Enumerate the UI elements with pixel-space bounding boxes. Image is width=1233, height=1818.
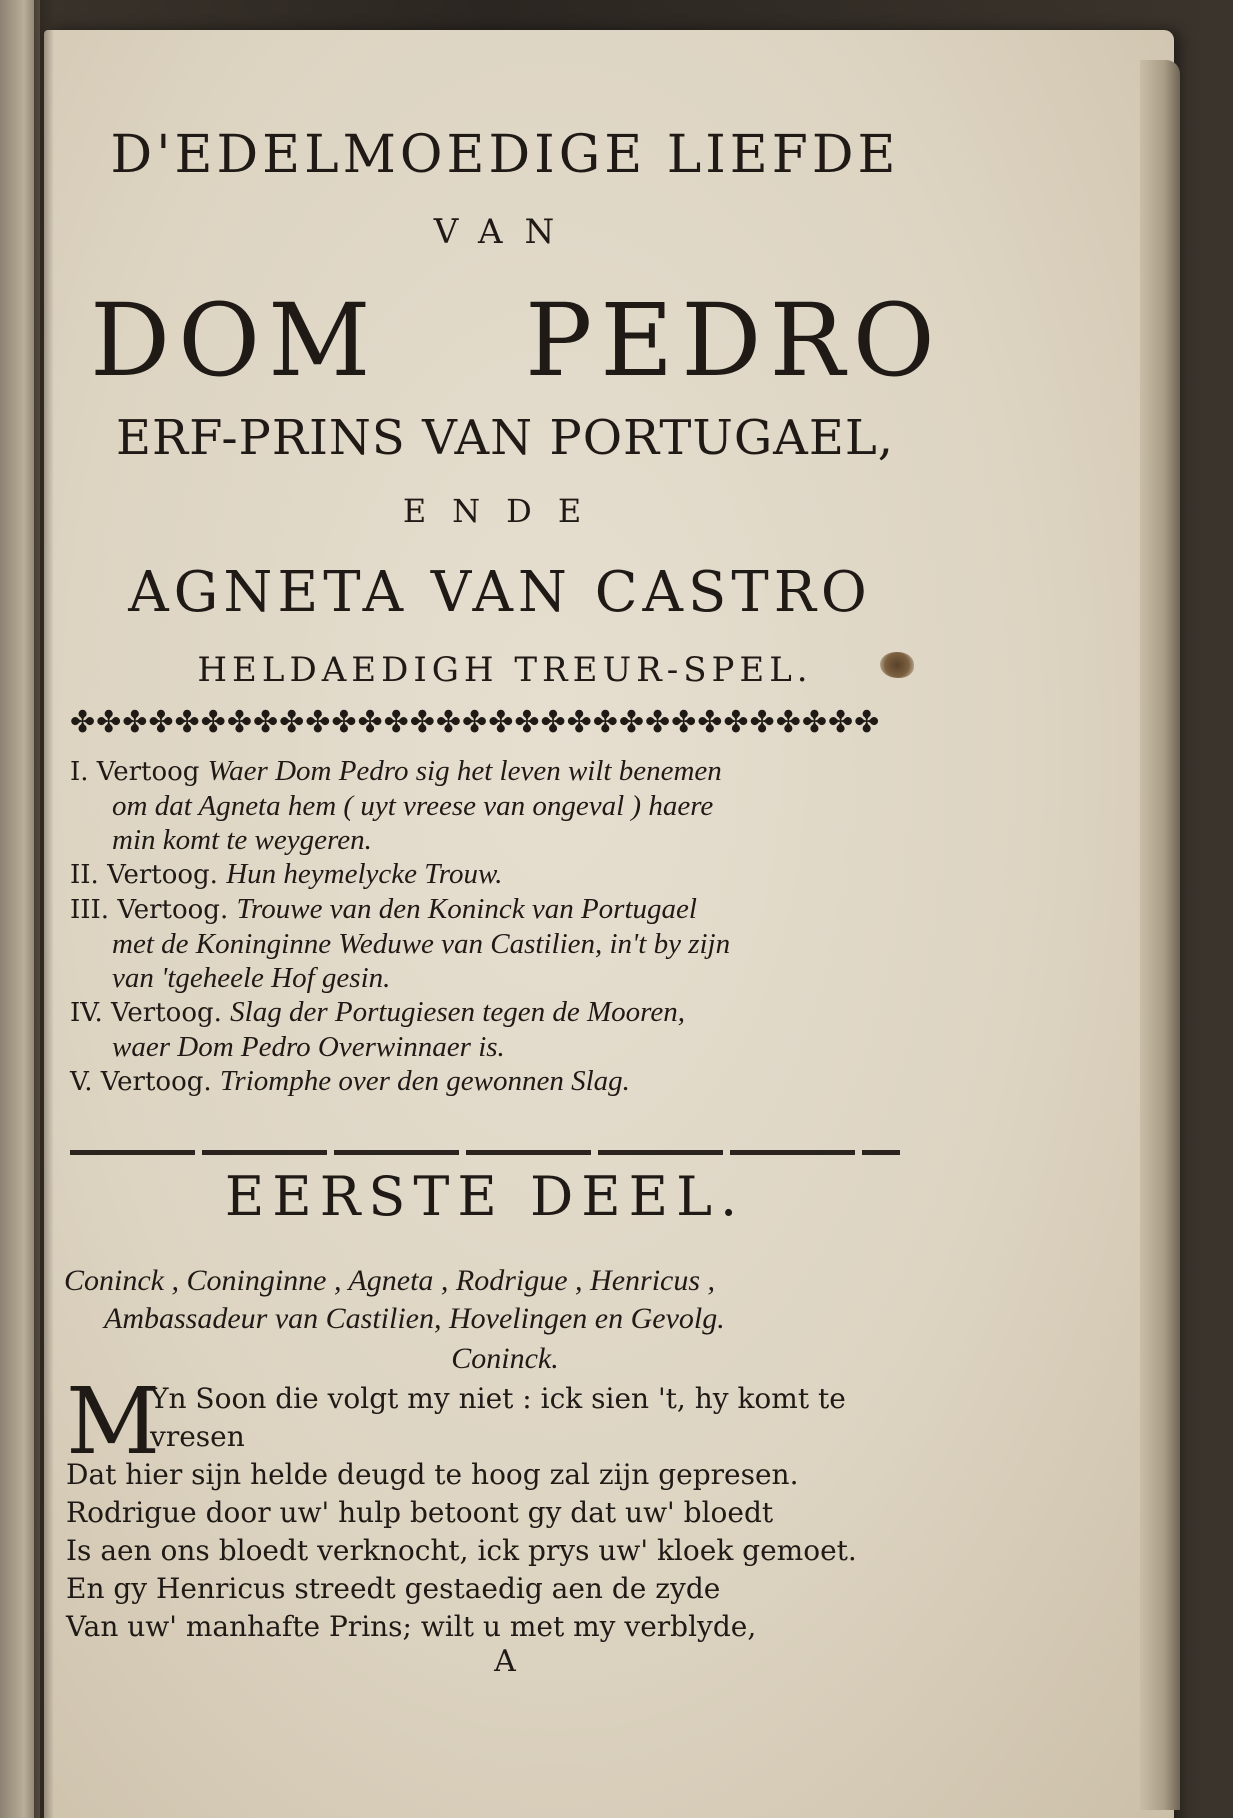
act-desc-cont: met de Koninginne Weduwe van Castilien, in't by zijn: [112, 928, 731, 960]
section-rule: [70, 1150, 900, 1155]
signature-mark: A: [494, 1644, 516, 1679]
act-item: [70, 892, 930, 927]
title-line-7: HELDAEDIGH TREUR-SPEL.: [197, 650, 813, 690]
verse-line: Rodrigue door uw' hulp betoont gy dat uw' bloedt: [66, 1496, 774, 1529]
verse-block: [66, 1368, 926, 1646]
act-desc: Slag der Portugiesen tegen de Mooren,: [230, 996, 685, 1028]
act-number: V. Vertoog.: [70, 1067, 212, 1097]
ornament-row: ✤✤✤✤✤✤✤✤✤✤✤✤✤✤✤✤✤✤✤✤✤✤✤✤✤✤✤✤✤✤✤: [70, 705, 881, 740]
title-line-1: D'EDELMOEDIGE LIEFDE: [110, 125, 900, 185]
dramatis-personae: [64, 1262, 924, 1338]
act-desc-cont: van 'tgeheele Hof gesin.: [112, 962, 391, 994]
persons-line: Coninck , Coninginne , Agneta , Rodrigue , Henricus ,: [64, 1264, 716, 1297]
act-item: [70, 1064, 930, 1099]
title-dom: DOM: [90, 282, 379, 399]
verse-line: Van uw' manhafte Prins; wilt u met my verblyde,: [66, 1610, 757, 1643]
verse-line: vresen: [150, 1420, 245, 1453]
title-line-2: VAN: [433, 212, 577, 252]
act-desc: Trouwe van den Koninck van Portugael: [236, 893, 697, 925]
act-desc: Triomphe over den gewonnen Slag.: [219, 1065, 630, 1097]
verse-line: En gy Henricus streedt gestaedig aen de zyde: [66, 1572, 721, 1605]
act-item: [70, 754, 930, 789]
act-number: IV. Vertoog.: [70, 998, 222, 1028]
act-item: [70, 857, 930, 892]
act-desc: Hun heymelycke Trouw.: [226, 858, 503, 890]
verse-line: Dat hier sijn helde deugd te hoog zal zijn gepresen.: [66, 1458, 799, 1491]
title-pedro: PEDRO: [525, 282, 943, 399]
act-number: I. Vertoog: [70, 757, 200, 787]
persons-line: Ambassadeur van Castilien, Hovelingen en Gevolg.: [104, 1302, 725, 1335]
act-desc: Waer Dom Pedro sig het leven wilt benemen: [207, 755, 722, 787]
part-title: EERSTE DEEL.: [224, 1165, 746, 1228]
speaker-name: Coninck.: [451, 1342, 559, 1375]
verse-line: Is aen ons bloedt verknocht, ick prys uw' kloek gemoet.: [66, 1534, 857, 1567]
title-line-5: ENDE: [402, 492, 608, 530]
act-desc-cont: waer Dom Pedro Overwinnaer is.: [112, 1031, 505, 1063]
act-desc-cont: om dat Agneta hem ( uyt vreese van ongeval ) haere: [112, 790, 714, 822]
verse-line: Yn Soon die volgt my niet : ick sien 't, hy komt te: [150, 1382, 846, 1415]
title-line-6: AGNETA VAN CASTRO: [128, 560, 872, 625]
act-desc-cont: min komt te weygeren.: [112, 824, 372, 856]
act-number: III. Vertoog.: [70, 895, 229, 925]
acts-list: [70, 754, 930, 1099]
act-number: II. Vertoog.: [70, 860, 218, 890]
title-line-4: ERF-PRINS VAN PORTUGAEL,: [115, 410, 894, 466]
act-item: [70, 995, 930, 1030]
drop-cap: M: [66, 1368, 161, 1475]
